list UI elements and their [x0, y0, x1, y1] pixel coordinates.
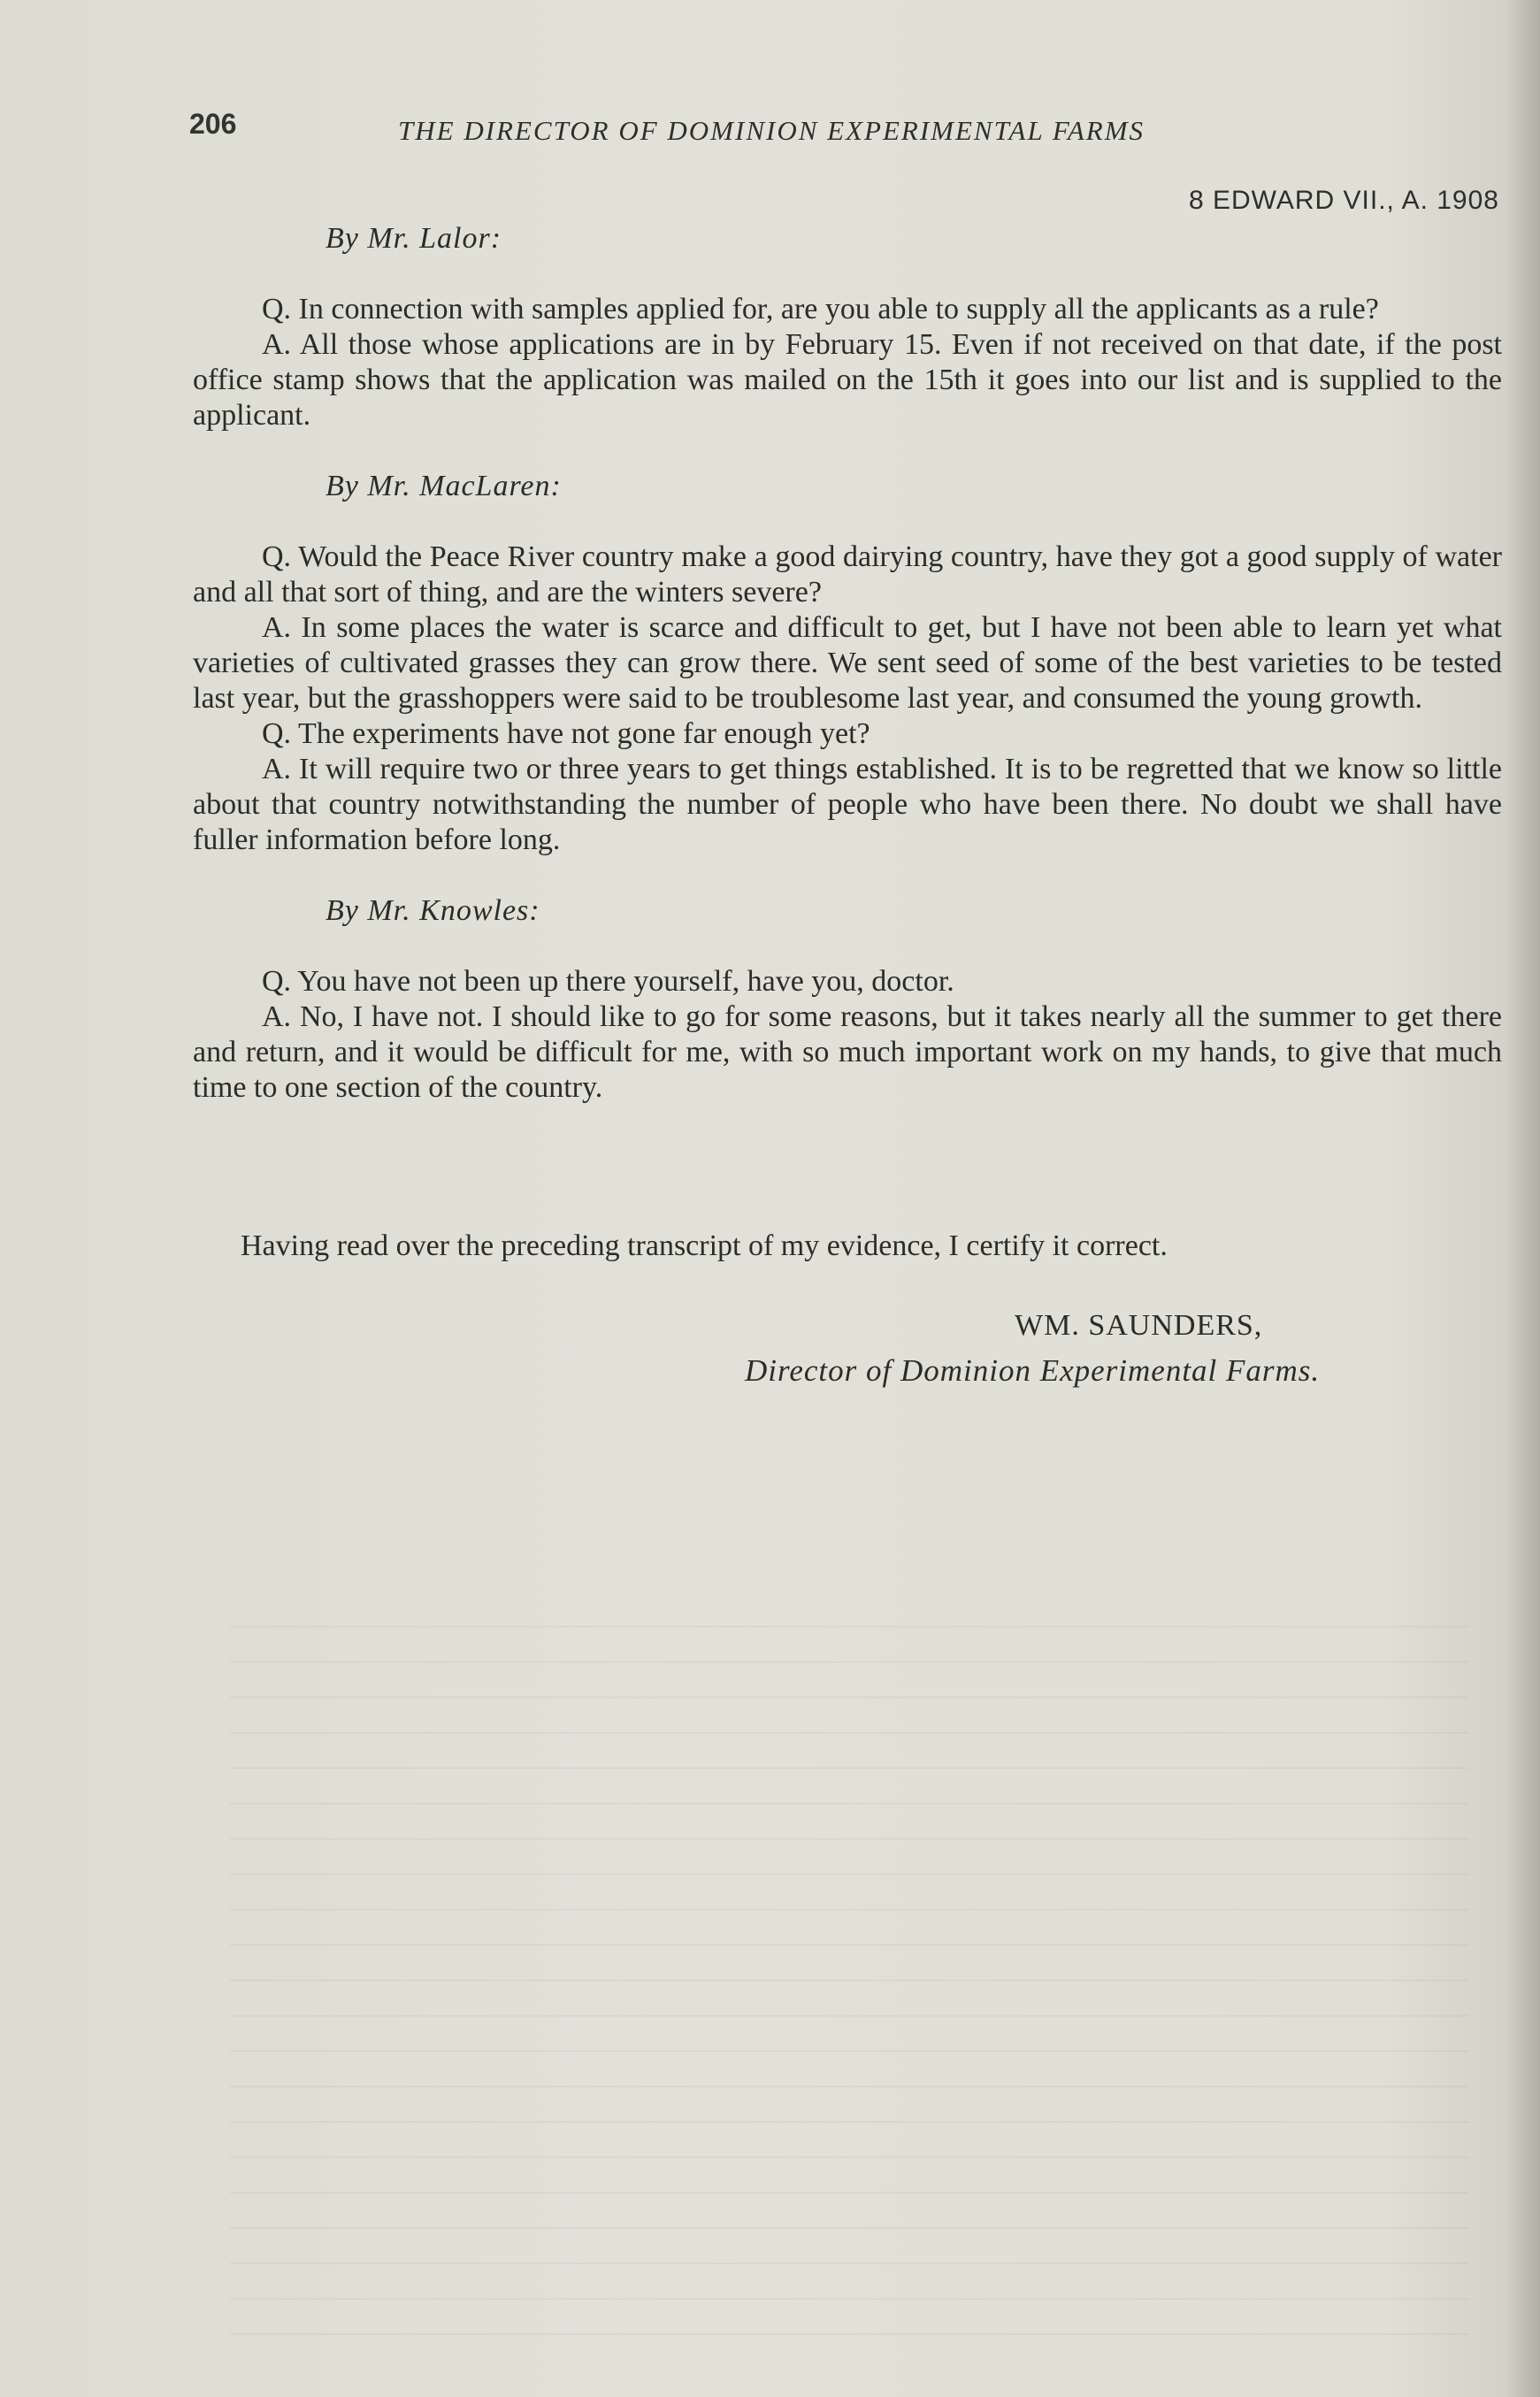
examiner-heading: By Mr. Knowles:	[326, 894, 540, 927]
transcript-body	[193, 221, 1502, 1141]
answer-paragraph: A. All those whose applications are in by February 15. Even if not received on that date, if the post office stamp shows that the application was mailed on the 15th it goes into our list and is supplied to the applicant.	[193, 328, 1502, 432]
page-edge-shadow	[1506, 0, 1540, 2397]
running-title: THE DIRECTOR OF DOMINION EXPERIMENTAL FARMS	[398, 115, 1145, 146]
certification-statement: Having read over the preceding transcript of my evidence, I certify it correct.	[241, 1229, 1168, 1262]
question-paragraph: Q. The experiments have not gone far enough yet?	[262, 717, 870, 750]
reverse-side-bleed-through	[230, 1610, 1468, 2335]
question-paragraph: Q. You have not been up there yourself, have you, doctor.	[262, 965, 954, 998]
examination-section-lalor	[193, 221, 1502, 433]
question-paragraph: Q. In connection with samples applied for, are you able to supply all the applicants as a rule?	[262, 293, 1379, 325]
page-number: 206	[189, 108, 237, 140]
answer-paragraph: A. In some places the water is scarce and difficult to get, but I have not been able to learn yet what varieties of cultivated grasses they can grow there. We sent seed of some of the best varieties to be tested last year, but the grasshoppers were said to be troublesome last year, and consumed the young growth.	[193, 611, 1502, 715]
answer-paragraph: A. No, I have not. I should like to go for some reasons, but it takes nearly all the summer to get there and return, and it would be difficult for me, with so much important work on my hands, to give that much time to one section of the country.	[193, 1000, 1502, 1104]
signature-name: WM. SAUNDERS,	[1015, 1309, 1263, 1342]
signature-title: Director of Dominion Experimental Farms.	[745, 1353, 1321, 1388]
session-mark: 8 EDWARD VII., A. 1908	[1188, 186, 1499, 215]
examiner-heading: By Mr. MacLaren:	[326, 470, 562, 502]
examiner-heading: By Mr. Lalor:	[326, 222, 502, 255]
examination-section-maclaren	[193, 469, 1502, 858]
page-header	[189, 108, 1498, 161]
examination-section-knowles	[193, 893, 1502, 1106]
question-paragraph: Q. Would the Peace River country make a good dairying country, have they got a good supply of water and all that sort of thing, and are the winters severe?	[193, 540, 1502, 609]
answer-paragraph: A. It will require two or three years to get things established. It is to be regretted that we know so little about that country notwithstanding the number of people who have been there. No doubt we shall have fuller information before long.	[193, 753, 1502, 856]
